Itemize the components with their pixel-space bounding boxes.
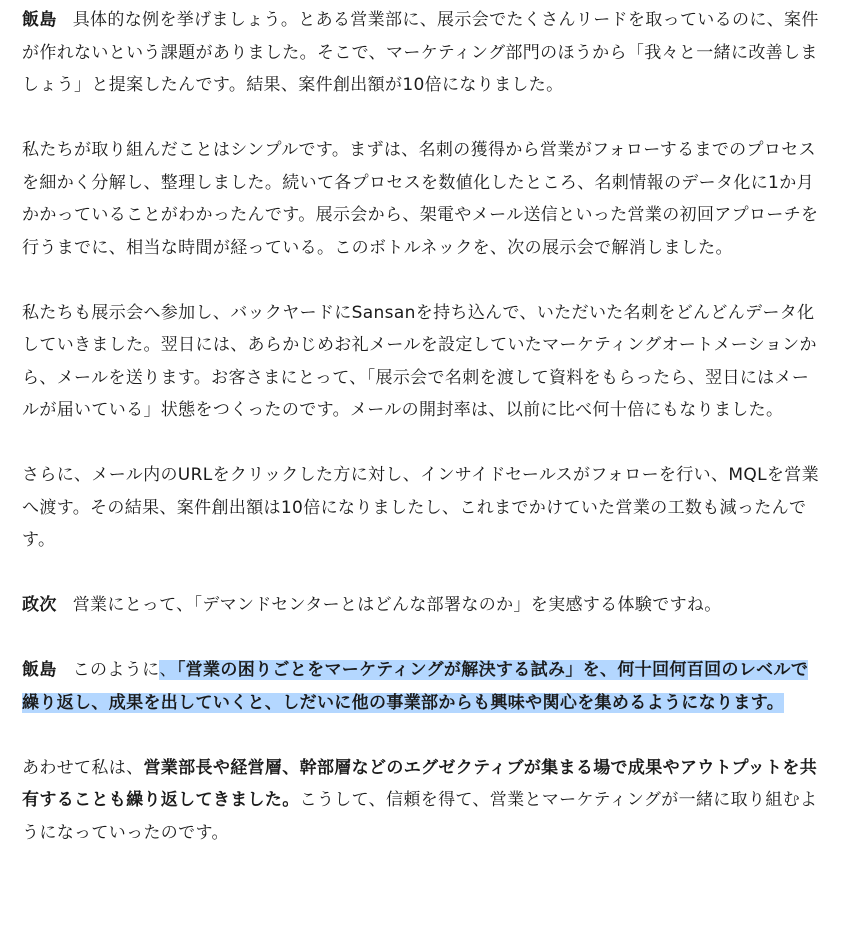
article-body (22, 4, 822, 882)
bold-emphasis-text: 営業部長や経営層、幹部層などのエグゼクティブが集まる場で成果やアウトプットを共有することも繰り返してきました。 (22, 757, 818, 810)
paragraph-text: 営業にとって、「デマンドセンターとはどんな部署なのか」を実感する体験ですね。 (72, 595, 722, 615)
selected-text-bold[interactable]: 「営業の困りごとをマーケティングが解決する試み」を、何十回何百回のレベルで繰り返し、成果を出していくと、しだいに他の事業部からも興味や関心を集めるようになります。 (22, 660, 809, 713)
paragraph-4 (22, 459, 822, 557)
speaker-name: 飯島 (22, 660, 57, 680)
paragraph-3 (22, 297, 822, 427)
paragraph-text: 私たちも展示会へ参加し、バックヤードにSansanを持ち込んで、いただいた名刺をどんどんデータ化していきました。翌日には、あらかじめお礼メールを設定していたマーケティングオートメーションから、メールを送ります。お客さまにとって、「展示会で名刺を渡して資料をもらったら、翌日にはメールが届いている」状態をつくったのです。メールの開封率は、以前に比べ何十倍にもなりました。 (22, 302, 817, 420)
paragraph-1 (22, 4, 822, 102)
paragraph-text-tail: こうして、信頼を得て、営業とマーケティングが一緒に取り組むようになっていったのです。 (22, 790, 818, 843)
paragraph-text-lead: このように (72, 660, 160, 680)
paragraph-text: 具体的な例を挙げましょう。とある営業部に、展示会でたくさんリードを取っているのに、案件が作れないという課題がありました。そこで、マーケティング部門のほうから「我々と一緒に改善しましょう」と提案したんです。結果、案件創出額が10倍になりました。 (22, 10, 819, 95)
paragraph-text-lead: あわせて私は、 (22, 757, 144, 778)
speaker-name: 飯島 (22, 10, 57, 30)
selected-text-comma[interactable]: 、 (159, 660, 177, 680)
paragraph-2 (22, 134, 822, 264)
speaker-name: 政次 (22, 595, 57, 615)
paragraph-text: 私たちが取り組んだことはシンプルです。まずは、名刺の獲得から営業がフォローするまでのプロセスを細かく分解し、整理しました。続いて各プロセスを数値化したところ、名刺情報のデータ化に1か月かかっていることがわかったんです。展示会から、架電やメール送信といった営業の初回アプローチを行うまでに、相当な時間が経っている。このボトルネックを、次の展示会で解消しました。 (22, 140, 819, 258)
paragraph-5 (22, 589, 822, 622)
paragraph-6 (22, 654, 822, 719)
paragraph-text: さらに、メール内のURLをクリックした方に対し、インサイドセールスがフォローを行い、MQLを営業へ渡す。その結果、案件創出額は10倍になりましたし、これまでかけていた営業の工数も減ったんです。 (22, 465, 819, 550)
paragraph-7 (22, 752, 822, 850)
